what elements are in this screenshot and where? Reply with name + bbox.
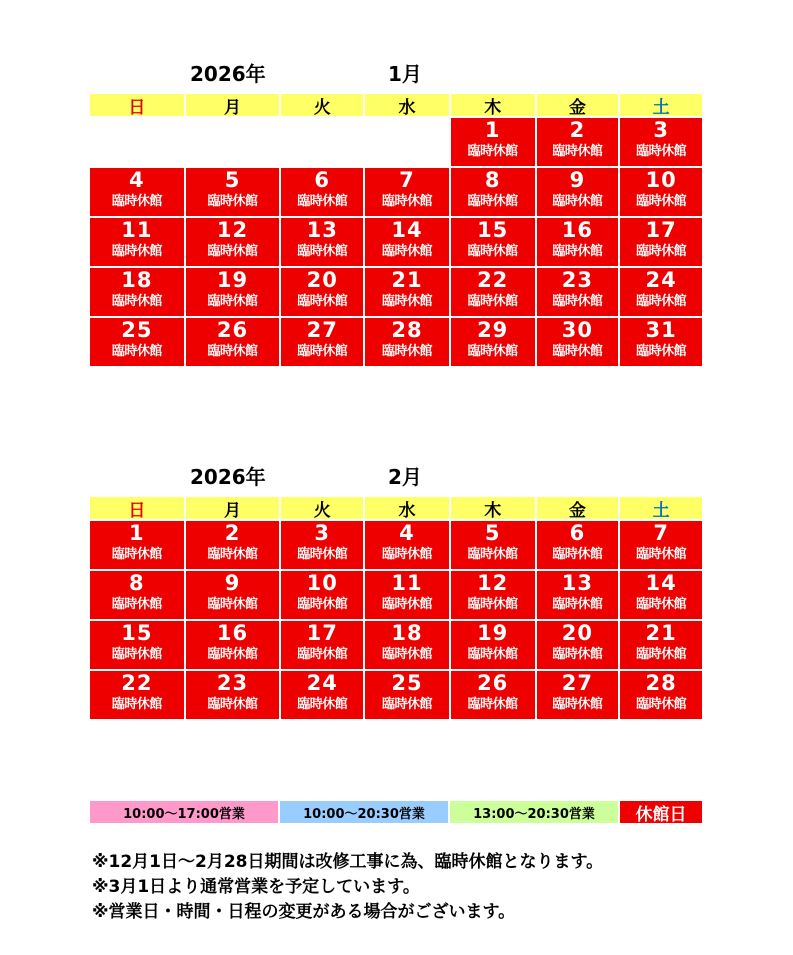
- day-cell: [365, 268, 449, 316]
- day-number: 1: [484, 118, 501, 142]
- day-cell: [90, 521, 184, 569]
- note-line: ※12月1日～2月28日期間は改修工事に為、臨時休館となります。: [92, 852, 604, 872]
- closed-label: 臨時休館: [467, 647, 518, 662]
- closed-label: 臨時休館: [467, 144, 518, 159]
- day-cell: [365, 168, 449, 216]
- day-number: 22: [477, 268, 509, 292]
- day-cell: [90, 218, 184, 266]
- day-cell: [90, 318, 184, 366]
- day-cell: [620, 671, 702, 719]
- day-number: 14: [645, 571, 677, 595]
- day-cell: [451, 218, 535, 266]
- empty-day-cell: [90, 118, 184, 166]
- day-number: 12: [477, 571, 509, 595]
- day-cell: [620, 168, 702, 216]
- day-cell: [451, 318, 535, 366]
- closed-label: 臨時休館: [381, 547, 432, 562]
- day-cell: [451, 268, 535, 316]
- day-number: 18: [391, 621, 423, 645]
- closed-label: 臨時休館: [111, 547, 162, 562]
- closed-label: 臨時休館: [552, 344, 603, 359]
- day-number: 6: [569, 521, 586, 545]
- day-cell: [620, 218, 702, 266]
- closed-label: 臨時休館: [552, 647, 603, 662]
- closed-label: 臨時休館: [297, 344, 348, 359]
- closed-label: 臨時休館: [381, 294, 432, 309]
- day-cell: [537, 168, 619, 216]
- weekday-header: 火: [281, 497, 363, 519]
- closed-label: 臨時休館: [207, 697, 258, 712]
- closed-label: 臨時休館: [636, 697, 687, 712]
- weekday-header: 火: [281, 94, 363, 116]
- day-number: 30: [561, 318, 594, 342]
- day-cell: [281, 571, 363, 619]
- note-line: ※営業日・時間・日程の変更がある場合がございます。: [92, 902, 516, 922]
- weekday-header: 金: [537, 497, 619, 519]
- day-number: 4: [129, 168, 145, 192]
- closed-label: 臨時休館: [381, 697, 432, 712]
- day-number: 11: [121, 218, 153, 242]
- day-number: 4: [399, 521, 415, 545]
- day-number: 24: [306, 671, 338, 695]
- day-number: 19: [477, 621, 509, 645]
- day-number: 18: [121, 268, 153, 292]
- day-cell: [281, 318, 363, 366]
- day-number: 2: [224, 521, 241, 545]
- day-number: 22: [121, 671, 153, 695]
- closed-label: 臨時休館: [207, 647, 258, 662]
- day-number: 23: [216, 671, 249, 695]
- day-number: 26: [477, 671, 509, 695]
- day-number: 12: [216, 218, 249, 242]
- closed-label: 臨時休館: [111, 244, 162, 259]
- day-cell: [90, 621, 184, 669]
- day-number: 28: [391, 318, 423, 342]
- closed-label: 臨時休館: [381, 597, 432, 612]
- day-cell: [186, 621, 280, 669]
- closed-label: 臨時休館: [552, 597, 603, 612]
- day-cell: [186, 521, 280, 569]
- day-cell: [365, 621, 449, 669]
- week-row: [90, 268, 702, 316]
- week-row: [90, 621, 702, 669]
- closed-label: 臨時休館: [636, 194, 687, 209]
- day-cell: [537, 268, 619, 316]
- closed-label: 臨時休館: [636, 144, 687, 159]
- day-number: 9: [569, 168, 586, 192]
- day-number: 21: [645, 621, 677, 645]
- closed-label: 臨時休館: [552, 294, 603, 309]
- legend-hours-1000-1700: 10:00～17:00営業: [90, 801, 278, 823]
- day-number: 25: [121, 318, 153, 342]
- closed-label: 臨時休館: [636, 344, 687, 359]
- weekday-header-row: [90, 94, 702, 116]
- day-number: 25: [391, 671, 423, 695]
- closed-label: 臨時休館: [111, 294, 162, 309]
- day-cell: [281, 671, 363, 719]
- legend-hours-1000-2030: 10:00～20:30営業: [280, 801, 448, 823]
- day-number: 8: [484, 168, 501, 192]
- weekday-header: 木: [451, 497, 535, 519]
- day-cell: [620, 521, 702, 569]
- day-cell: [90, 671, 184, 719]
- closed-label: 臨時休館: [552, 144, 603, 159]
- closed-label: 臨時休館: [381, 194, 432, 209]
- closed-label: 臨時休館: [111, 597, 162, 612]
- closed-label: 臨時休館: [207, 547, 258, 562]
- day-number: 19: [216, 268, 249, 292]
- day-number: 23: [561, 268, 594, 292]
- day-cell: [186, 571, 280, 619]
- day-number: 3: [653, 118, 669, 142]
- day-number: 6: [314, 168, 331, 192]
- closed-label: 臨時休館: [207, 344, 258, 359]
- weekday-header: 水: [365, 94, 449, 116]
- day-cell: [451, 168, 535, 216]
- calendar-year-title: 2026年: [190, 62, 266, 86]
- week-row: [90, 318, 702, 366]
- day-number: 15: [477, 218, 509, 242]
- day-number: 17: [645, 218, 677, 242]
- closed-label: 臨時休館: [552, 194, 603, 209]
- closed-label: 臨時休館: [297, 697, 348, 712]
- day-cell: [537, 521, 619, 569]
- day-number: 8: [129, 571, 145, 595]
- weekday-header-row: [90, 497, 702, 519]
- day-cell: [451, 671, 535, 719]
- day-number: 28: [645, 671, 677, 695]
- day-cell: [90, 268, 184, 316]
- day-number: 17: [306, 621, 338, 645]
- day-cell: [537, 218, 619, 266]
- note-line: ※3月1日より通常営業を予定しています。: [92, 877, 420, 897]
- day-cell: [365, 671, 449, 719]
- day-number: 14: [391, 218, 423, 242]
- closed-label: 臨時休館: [111, 344, 162, 359]
- day-number: 24: [645, 268, 677, 292]
- empty-day-cell: [365, 118, 449, 166]
- closed-label: 臨時休館: [297, 244, 348, 259]
- day-number: 13: [306, 218, 338, 242]
- notice-notes: [92, 850, 752, 925]
- day-number: 16: [216, 621, 249, 645]
- day-cell: [281, 168, 363, 216]
- closed-label: 臨時休館: [207, 194, 258, 209]
- closed-label: 臨時休館: [111, 647, 162, 662]
- closed-label: 臨時休館: [381, 647, 432, 662]
- day-cell: [281, 621, 363, 669]
- day-number: 13: [561, 571, 594, 595]
- calendar-year-title: 2026年: [190, 465, 266, 489]
- week-row: [90, 218, 702, 266]
- day-cell: [365, 571, 449, 619]
- weekday-header: 木: [451, 94, 535, 116]
- closed-label: 臨時休館: [467, 194, 518, 209]
- closed-label: 臨時休館: [297, 597, 348, 612]
- closed-label: 臨時休館: [467, 294, 518, 309]
- day-cell: [620, 118, 702, 166]
- closed-label: 臨時休館: [636, 597, 687, 612]
- closed-label: 臨時休館: [297, 194, 348, 209]
- weekday-header: 日: [90, 94, 184, 116]
- closed-label: 臨時休館: [207, 244, 258, 259]
- day-cell: [451, 571, 535, 619]
- closed-label: 臨時休館: [467, 697, 518, 712]
- day-cell: [365, 318, 449, 366]
- day-cell: [620, 318, 702, 366]
- day-cell: [620, 621, 702, 669]
- day-cell: [620, 268, 702, 316]
- day-cell: [620, 571, 702, 619]
- day-cell: [186, 218, 280, 266]
- closed-label: 臨時休館: [467, 244, 518, 259]
- day-number: 10: [306, 571, 338, 595]
- closed-label: 臨時休館: [552, 547, 603, 562]
- day-number: 26: [216, 318, 249, 342]
- day-cell: [451, 118, 535, 166]
- weekday-header: 土: [620, 497, 702, 519]
- day-cell: [537, 621, 619, 669]
- day-number: 7: [399, 168, 415, 192]
- closed-label: 臨時休館: [552, 697, 603, 712]
- day-cell: [90, 571, 184, 619]
- day-cell: [537, 318, 619, 366]
- weekday-header: 金: [537, 94, 619, 116]
- closed-label: 臨時休館: [381, 344, 432, 359]
- day-cell: [451, 521, 535, 569]
- day-number: 1: [129, 521, 145, 545]
- day-cell: [537, 571, 619, 619]
- day-cell: [186, 268, 280, 316]
- day-cell: [365, 218, 449, 266]
- closed-label: 臨時休館: [111, 194, 162, 209]
- legend-closed-day: 休館日: [620, 801, 702, 823]
- closed-label: 臨時休館: [381, 244, 432, 259]
- legend-hours-1300-2030: 13:00～20:30営業: [450, 801, 618, 823]
- day-number: 20: [561, 621, 594, 645]
- day-number: 29: [477, 318, 509, 342]
- day-number: 31: [645, 318, 677, 342]
- day-number: 5: [484, 521, 501, 545]
- closed-label: 臨時休館: [207, 294, 258, 309]
- calendar-month-title: 1月: [388, 62, 422, 86]
- weekday-header: 水: [365, 497, 449, 519]
- day-cell: [186, 318, 280, 366]
- calendar-month-title: 2月: [388, 465, 422, 489]
- weekday-header: 土: [620, 94, 702, 116]
- week-row: [90, 118, 702, 166]
- day-number: 3: [314, 521, 331, 545]
- day-number: 20: [306, 268, 338, 292]
- day-number: 9: [224, 571, 241, 595]
- weekday-header: 月: [186, 94, 280, 116]
- day-cell: [537, 118, 619, 166]
- weekday-header: 月: [186, 497, 280, 519]
- closed-label: 臨時休館: [207, 597, 258, 612]
- calendar-grid: [90, 497, 702, 719]
- day-number: 21: [391, 268, 423, 292]
- closed-label: 臨時休館: [111, 697, 162, 712]
- day-cell: [281, 218, 363, 266]
- day-number: 5: [224, 168, 241, 192]
- closed-label: 臨時休館: [297, 294, 348, 309]
- day-number: 27: [306, 318, 338, 342]
- closed-label: 臨時休館: [467, 597, 518, 612]
- closed-label: 臨時休館: [467, 547, 518, 562]
- closed-label: 臨時休館: [297, 647, 348, 662]
- day-number: 11: [391, 571, 423, 595]
- day-cell: [186, 671, 280, 719]
- week-row: [90, 521, 702, 569]
- closed-label: 臨時休館: [467, 344, 518, 359]
- closed-label: 臨時休館: [636, 547, 687, 562]
- day-cell: [186, 168, 280, 216]
- day-number: 10: [645, 168, 677, 192]
- week-row: [90, 671, 702, 719]
- day-cell: [451, 621, 535, 669]
- closed-label: 臨時休館: [636, 244, 687, 259]
- week-row: [90, 168, 702, 216]
- closed-label: 臨時休館: [636, 294, 687, 309]
- day-cell: [281, 268, 363, 316]
- day-cell: [90, 168, 184, 216]
- calendar-grid: [90, 94, 702, 366]
- closed-label: 臨時休館: [636, 647, 687, 662]
- day-number: 2: [569, 118, 586, 142]
- week-row: [90, 571, 702, 619]
- closed-label: 臨時休館: [297, 547, 348, 562]
- weekday-header: 日: [90, 497, 184, 519]
- day-cell: [537, 671, 619, 719]
- day-number: 7: [653, 521, 669, 545]
- empty-day-cell: [281, 118, 363, 166]
- closed-label: 臨時休館: [552, 244, 603, 259]
- day-number: 15: [121, 621, 153, 645]
- day-number: 27: [561, 671, 594, 695]
- day-number: 16: [561, 218, 594, 242]
- day-cell: [365, 521, 449, 569]
- hours-legend: [90, 801, 702, 823]
- empty-day-cell: [186, 118, 280, 166]
- day-cell: [281, 521, 363, 569]
